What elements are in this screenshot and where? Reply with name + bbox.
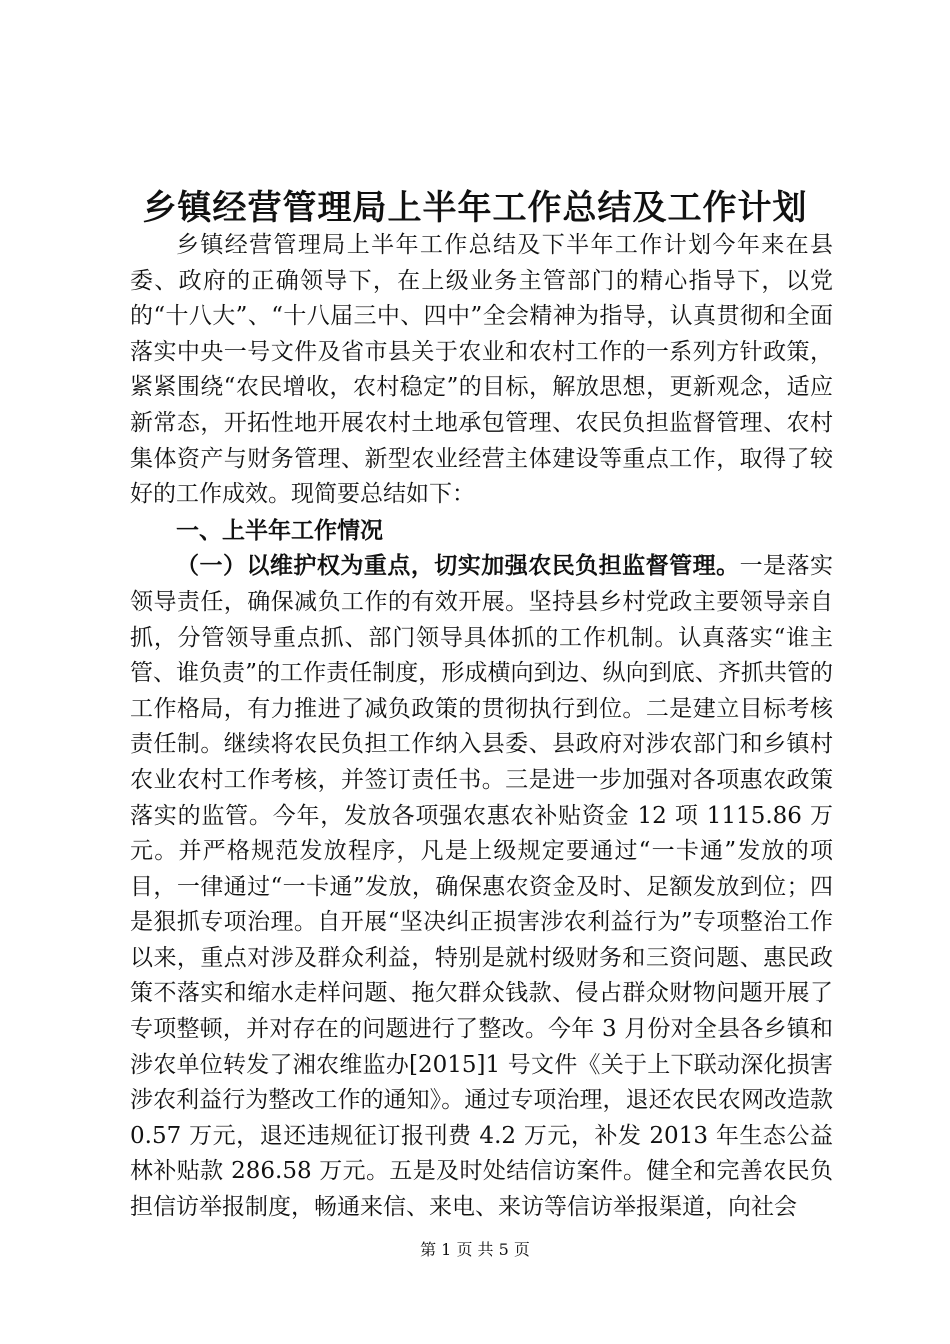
subsection-paragraph: [130, 548, 833, 1225]
document-body: [130, 228, 833, 1226]
section-heading: 一、上半年工作情况: [176, 516, 383, 544]
subsection-lead: （一）以维护权为重点，切实加强农民负担监督管理。: [176, 552, 740, 580]
document-title: 乡镇经营管理局上半年工作总结及工作计划: [142, 188, 808, 228]
intro-paragraph: 乡镇经营管理局上半年工作总结及下半年工作计划今年来在县委、政府的正确领导下，在上级业务主管部门的精心指导下，以党的“十八大”、“十八届三中、四中”全会精神为指导，认真贯彻和全面落实中央一号文件及省市县关于农业和农村工作的一系列方针政策，紧紧围绕“农民增收，农村稳定”的目标，解放思想，更新观念，适应新常态，开拓性地开展农村土地承包管理、农民负担监督管理、农村集体资产与财务管理、新型农业经营主体建设等重点工作，取得了较好的工作成效。现简要总结如下：: [130, 232, 833, 508]
page-number: 第 1 页 共 5 页: [420, 1240, 530, 1259]
subsection-body: 一是落实领导责任，确保减负工作的有效开展。坚持县乡村党政主要领导亲自抓，分管领导重点抓、部门领导具体抓的工作机制。认真落实“谁主管、谁负责”的工作责任制度，形成横向到边、纵向到底、齐抓共管的工作格局，有力推进了减负政策的贯彻执行到位。二是建立目标考核责任制。继续将农民负担工作纳入县委、县政府对涉农部门和乡镇村农业农村工作考核，并签订责任书。三是进一步加强对各项惠农政策落实的监管。今年，发放各项强农惠农补贴资金 12 项 1115.86 万元。并严格规范发放程序，凡是上级规定要通过“一卡通”发放的项目，一律通过“一卡通”发放，确保惠农资金及时、足额发放到位；四是狠抓专项治理。自开展“坚决纠正损害涉农利益行为”专项整治工作以来，重点对涉及群众利益，特别是就村级财务和三资问题、惠民政策不落实和缩水走样问题、拖欠群众钱款、侵占群众财物问题开展了专项整顿，并对存在的问题进行了整改。今年 3 月份对全县各乡镇和涉农单位转发了湘农维监办[2015]1 号文件《关于上下联动深化损害涉农利益行为整改工作的通知》。通过专项治理，退还农民农网改造款 0.57 万元，退还违规征订报刊费 4.2 万元，补发 2013 年生态公益林补贴款 286.58 万元。五是及时处结信访案件。健全和完善农民负担信访举报制度，畅通来信、来电、来访等信访举报渠道，向社会: [130, 553, 834, 1221]
